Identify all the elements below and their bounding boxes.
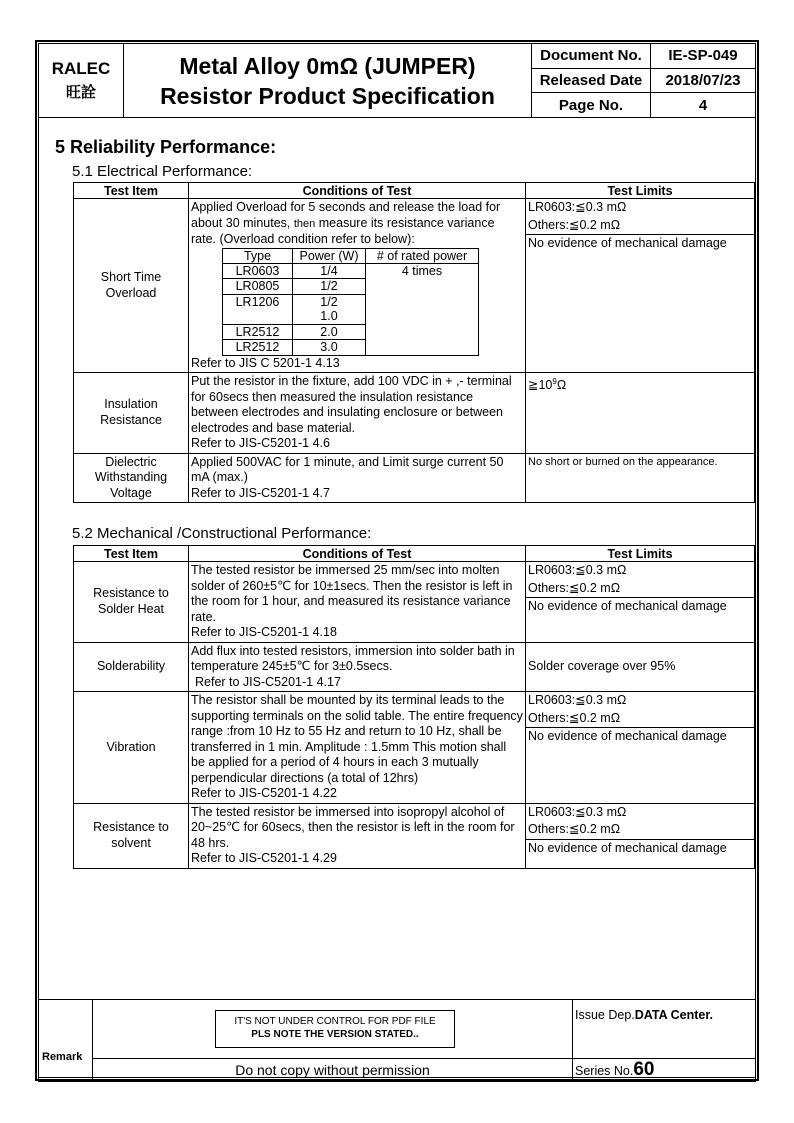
conditions-insulation [189, 373, 526, 454]
col-test-limits: Test Limits [526, 546, 755, 562]
reference: Refer to JIS C 5201-1 4.13 [191, 355, 340, 370]
document-header [38, 43, 756, 118]
overload-type: LR1206 [223, 294, 293, 324]
condition-text: The tested resistor be immersed 25 mm/sec into molten solder of 260±5℃ for 10±1secs. Then the resistor is left in the room for 1 hour, and measured its resistance variance rate. [191, 563, 513, 624]
brand-logo [39, 44, 124, 118]
limits-solderability [526, 642, 755, 692]
series-label: Series No. [575, 1064, 634, 1078]
test-item-solderability: Solderability [74, 642, 189, 692]
limit-solder-coverage: Solder coverage over 95% [528, 659, 676, 673]
series-value: 60 [633, 1059, 655, 1080]
overload-col-type: Type [223, 248, 293, 263]
col-conditions: Conditions of Test [189, 183, 526, 199]
limits-dielectric [526, 453, 755, 503]
notice-line-2: PLS NOTE THE VERSION STATED.. [251, 1029, 419, 1040]
table-row [74, 373, 755, 454]
table-row [74, 199, 755, 373]
overload-condition-table [222, 248, 479, 356]
released-date-label: Released Date [532, 68, 651, 93]
limit-lr0603: LR0603:≦0.3 mΩ [528, 693, 627, 707]
overload-power: 2.0 [293, 324, 366, 340]
document-no-value: IE-SP-049 [651, 44, 756, 69]
condition-text: The resistor shall be mounted by its terminal leads to the supporting terminals on the solid table. The entire frequency range :from 10 Hz to 55 Hz and return to 10 Hz, shall be transferred in 1 min. Amplitude : 1.5mm This motion shall be applied for a period of 4 hours in each 3 mutually perpendicular directions (a total of 12hrs) [191, 693, 523, 785]
notice-line-1: IT'S NOT UNDER CONTROL FOR PDF FILE [234, 1016, 436, 1027]
title-line-1: Metal Alloy 0mΩ (JUMPER) [179, 52, 476, 79]
conditions-solderability [189, 642, 526, 692]
condition-text: Applied 500VAC for 1 minute, and Limit surge current 50 mA (max.) [191, 454, 504, 484]
limit-others: Others:≦0.2 mΩ [526, 710, 754, 729]
test-item-insulation: Insulation Resistance [74, 373, 189, 454]
table-row [74, 562, 755, 643]
limits-short-time-overload [526, 199, 755, 373]
test-item-vibration: Vibration [74, 692, 189, 804]
conditions-dielectric [189, 453, 526, 503]
mechanical-subtitle: 5.2 Mechanical /Constructional Performance: [72, 525, 372, 542]
col-conditions: Conditions of Test [189, 546, 526, 562]
table-row [74, 453, 755, 503]
overload-power: 1/2 [293, 294, 366, 309]
document-no-label: Document No. [532, 44, 651, 69]
overload-type: LR0805 [223, 279, 293, 295]
limit-others: Others:≦0.2 mΩ [526, 821, 754, 840]
col-test-item: Test Item [74, 546, 189, 562]
test-item-solder-heat: Resistance to Solder Heat [74, 562, 189, 643]
overload-power: 1/4 [293, 263, 366, 279]
limit-others: Others:≦0.2 mΩ [526, 217, 754, 236]
issue-dep-value: DATA Center. [634, 1008, 714, 1022]
page-no-value: 4 [651, 93, 756, 118]
limit-lr0603: LR0603:≦0.3 mΩ [528, 804, 627, 819]
released-date-value: 2018/07/23 [651, 68, 756, 93]
limit-mechanical: No evidence of mechanical damage [528, 840, 727, 855]
condition-text: Applied Overload for 5 seconds and release the load for about 30 minutes, then measure its resistance variance rate. (Overload condition refer to below): [191, 200, 501, 246]
brand-name: RALEC [51, 59, 111, 78]
reference: Refer to JIS-C5201-1 4.22 [191, 786, 337, 800]
limit-insulation: $≧10^9\Omega$ [528, 377, 567, 393]
limit-lr0603: LR0603:≦0.3 mΩ [528, 200, 627, 214]
conditions-solder-heat [189, 562, 526, 643]
reference: Refer to JIS-C5201-1 4.6 [191, 436, 330, 450]
condition-text: Add flux into tested resistors, immersion into solder bath in temperature 245±5℃ for 3±0.5secs. [191, 643, 515, 673]
overload-type: LR0603 [223, 263, 293, 279]
brand-chinese-name: 旺詮 [65, 83, 96, 101]
remark-label: Remark [39, 1000, 93, 1082]
mechanical-performance-table [73, 545, 755, 869]
table-row [74, 803, 755, 868]
overload-power: 1/2 [293, 279, 366, 295]
limit-mechanical: No evidence of mechanical damage [528, 236, 727, 250]
series-number [573, 1059, 756, 1082]
condition-text: Put the resistor in the fixture, add 100 VDC in + ,- terminal for 60secs then measured the insulation resistance between electrodes and insulating enclosure or between electrodes and base material. [191, 374, 512, 435]
limit-others: Others:≦0.2 mΩ [526, 580, 754, 599]
conditions-vibration [189, 692, 526, 804]
conditions-solvent [189, 803, 526, 868]
limit-lr0603: LR0603:≦0.3 mΩ [528, 563, 627, 577]
overload-col-power: Power (W) [293, 248, 366, 263]
table-header-row [74, 546, 755, 562]
overload-power: 1.0 [293, 309, 366, 324]
pdf-control-notice [215, 1010, 455, 1048]
overload-col-rated: # of rated power [366, 248, 479, 263]
table-row [74, 692, 755, 804]
reference: Refer to JIS-C5201-1 4.7 [191, 485, 330, 500]
limits-vibration [526, 692, 755, 804]
conditions-short-time-overload [189, 199, 526, 373]
reference: Refer to JIS-C5201-1 4.18 [191, 625, 337, 639]
overload-rated: 4 times [366, 263, 479, 355]
limits-solvent [526, 803, 755, 868]
issue-department [573, 1000, 756, 1059]
document-title [124, 44, 532, 118]
table-row [74, 642, 755, 692]
condition-text: The tested resistor be immersed into isopropyl alcohol of 20~25℃ for 60secs, then the resistor is left in the room for 48 hrs. [191, 804, 515, 850]
reference: Refer to JIS-C5201-1 4.17 [195, 674, 341, 689]
limit-dielectric: No short or burned on the appearance. [528, 455, 718, 468]
title-line-2: Resistor Product Specification [160, 82, 495, 109]
col-test-limits: Test Limits [526, 183, 755, 199]
overload-type: LR2512 [223, 340, 293, 356]
limits-insulation [526, 373, 755, 454]
test-item-solvent: Resistance to solvent [74, 803, 189, 868]
test-item-dielectric: Dielectric Withstanding Voltage [74, 453, 189, 503]
limit-mechanical: No evidence of mechanical damage [528, 599, 727, 613]
reference: Refer to JIS-C5201-1 4.29 [191, 851, 337, 865]
test-item-short-time-overload: Short Time Overload [74, 199, 189, 373]
electrical-performance-table [73, 182, 755, 503]
col-test-item: Test Item [74, 183, 189, 199]
electrical-subtitle: 5.1 Electrical Performance: [72, 163, 253, 180]
limit-mechanical: No evidence of mechanical damage [528, 729, 727, 743]
page-no-label: Page No. [532, 93, 651, 118]
overload-power: 3.0 [293, 340, 366, 356]
section-title: 5 Reliability Performance: [55, 137, 277, 157]
issue-dep-label: Issue Dep. [575, 1008, 635, 1022]
overload-type: LR2512 [223, 324, 293, 340]
copy-notice: Do not copy without permission [93, 1059, 573, 1082]
limits-solder-heat [526, 562, 755, 643]
table-header-row [74, 183, 755, 199]
